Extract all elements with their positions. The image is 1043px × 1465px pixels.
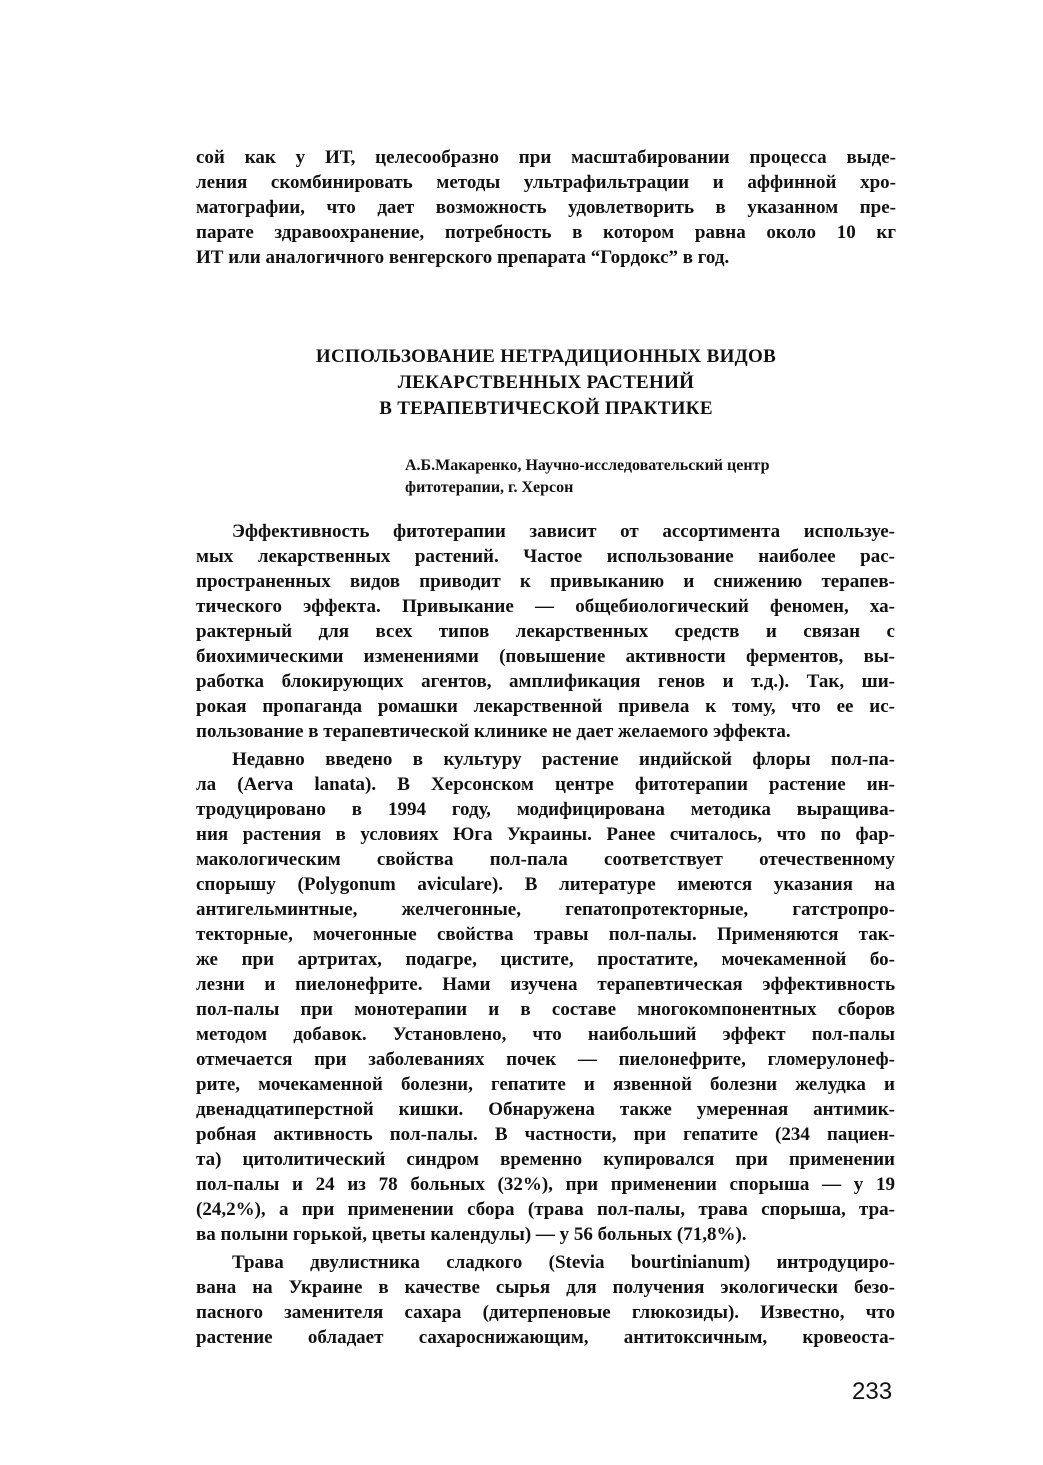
text-line: ления скомбинировать методы ультрафильтрации и аффинной хро- [196, 172, 896, 193]
text-line: методом добавок. Установлено, что наибольший эффект пол-палы [196, 1024, 895, 1045]
title-line: ИСПОЛЬЗОВАНИЕ НЕТРАДИЦИОННЫХ ВИДОВ [315, 346, 777, 367]
text-line: тродуцировано в 1994 году, модифицирована методика выращива- [196, 799, 895, 820]
text-line: пол-палы при монотерапии и в составе многокомпонентных сборов [196, 999, 895, 1020]
paragraph-first-line: Недавно введено в культуру растение индийской флоры пол-па- [232, 749, 895, 770]
text-line: спорышу (Polygonum aviculare). В литературе имеются указания на [196, 874, 895, 895]
author-line: А.Б.Макаренко, Научно-исследовательский центр [405, 457, 770, 474]
text-line: пасного заменителя сахара (дитерпеновые глюкозиды). Известно, что [196, 1302, 895, 1323]
text-line: мых лекарственных растений. Частое использование наиболее рас- [196, 546, 895, 567]
author-line: фитотерапии, г. Херсон [405, 479, 574, 496]
text-line: рокая пропаганда ромашки лекарственной привела к тому, что ее ис- [196, 696, 895, 717]
text-line: пользование в терапевтической клинике не дает желаемого эффекта. [196, 721, 791, 742]
text-line: биохимическими изменениями (повышение активности ферментов, вы- [196, 646, 895, 667]
text-line: макологическим свойства пол-пала соответствует отечественному [196, 849, 895, 870]
text-line: тического эффекта. Привыкание — общебиологический феномен, ха- [196, 596, 895, 617]
text-line: растение обладает сахароснижающим, антитоксичным, кровеоста- [196, 1327, 895, 1348]
text-line: двенадцатиперстной кишки. Обнаружена также умеренная антимик- [196, 1099, 895, 1120]
text-line: та) цитолитический синдром временно купировался при применении [196, 1149, 895, 1170]
paragraph-first-line: Трава двулистника сладкого (Stevia bourtinianum) интродуциро- [232, 1252, 895, 1273]
text-line: текторные, мочегонные свойства травы пол-палы. Применяются так- [196, 924, 895, 945]
text-line: сой как у ИТ, целесообразно при масштабировании процесса выде- [196, 147, 896, 168]
text-line: вана на Украине в качестве сырья для получения экологически безо- [196, 1277, 895, 1298]
text-line: матографии, что дает возможность удовлетворить в указанном пре- [196, 197, 896, 218]
text-line: пространенных видов приводит к привыканию и снижению терапев- [196, 571, 895, 592]
page-number: 233 [852, 1378, 893, 1405]
text-line: парате здравоохранение, потребность в котором равна около 10 кг [196, 222, 896, 243]
text-line: пол-палы и 24 из 78 больных (32%), при применении спорыша — у 19 [196, 1174, 895, 1195]
text-line: антигельминтные, желчегонные, гепатопротекторные, гатстропро- [196, 899, 895, 920]
title-line: ЛЕКАРСТВЕННЫХ РАСТЕНИЙ [397, 372, 695, 393]
text-line: рактерный для всех типов лекарственных средств и связан с [196, 621, 895, 642]
text-line: лезни и пиелонефрите. Нами изучена терапевтическая эффективность [196, 974, 895, 995]
text-line: ва полыни горькой, цветы календулы) — у 56 больных (71,8%). [196, 1224, 747, 1245]
text-line: рите, мочекаменной болезни, гепатите и язвенной болезни желудка и [196, 1074, 895, 1095]
text-line: ния растения в условиях Юга Украины. Ранее считалось, что по фар- [196, 824, 895, 845]
text-line: же при артритах, подагре, цистите, простатите, мочекаменной бо- [196, 949, 895, 970]
text-line: работка блокирующих агентов, амплификация генов и т.д.). Так, ши- [196, 671, 895, 692]
text-line: робная активность пол-палы. В частности, при гепатите (234 пациен- [196, 1124, 895, 1145]
text-line: ла (Aerva lanata). В Херсонском центре фитотерапии растение ин- [196, 774, 895, 795]
text-line: ИТ или аналогичного венгерского препарата “Гордокс” в год. [196, 247, 730, 268]
title-line: В ТЕРАПЕВТИЧЕСКОЙ ПРАКТИКЕ [379, 398, 713, 419]
text-line: отмечается при заболеваниях почек — пиелонефрите, гломерулонеф- [196, 1049, 895, 1070]
paragraph-first-line: Эффективность фитотерапии зависит от ассортимента используе- [232, 521, 895, 542]
text-line: (24,2%), а при применении сбора (трава пол-палы, трава спорыша, тра- [196, 1199, 895, 1220]
